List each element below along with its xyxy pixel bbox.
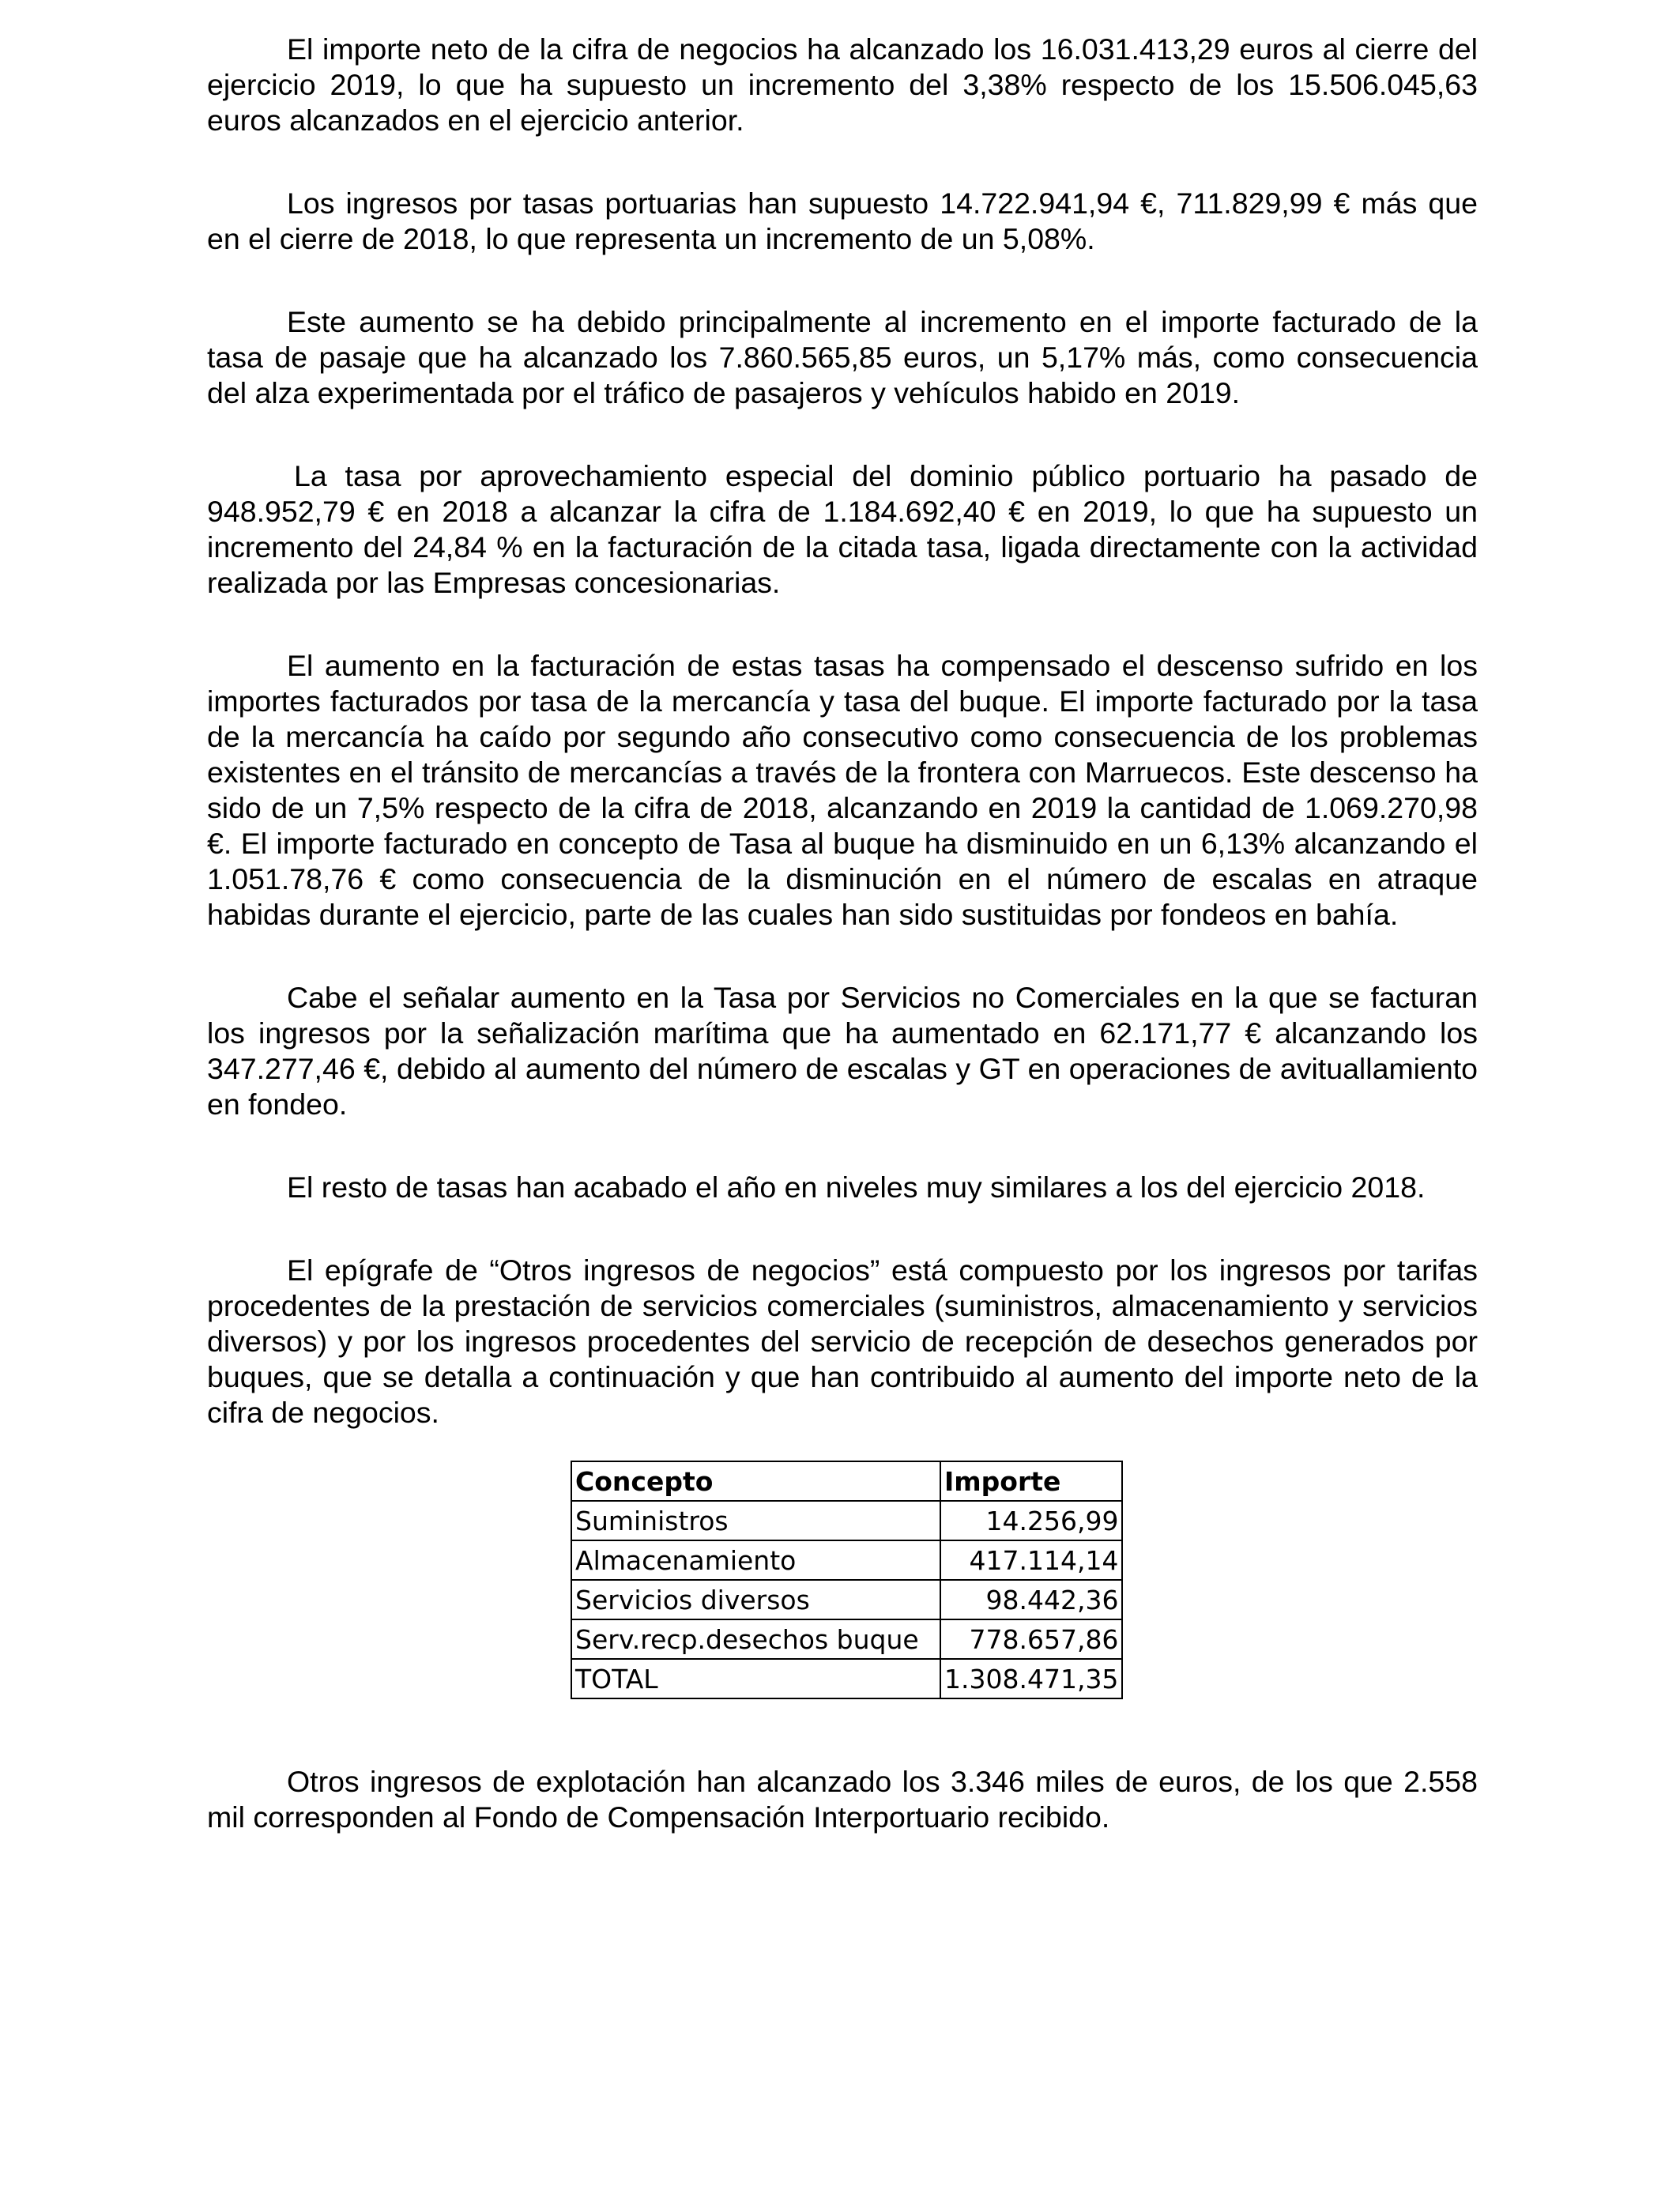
paragraph-passenger-fee: Este aumento se ha debido principalmente al incremento en el importe facturado de la tasa de pasaje que ha alcanzado los 7.860.565,85 euros, un 5,17% más, como consecuencia del alza experimentada por el tráfico de pasajeros y vehículos habido en 2019. [207,305,1478,409]
table-row [571,1501,1122,1540]
table-row [571,1540,1122,1580]
cell-importe: 778.657,86 [940,1619,1122,1659]
table-total-row [571,1659,1122,1698]
paragraph-net-revenue: El importe neto de la cifra de negocios ha alcanzado los 16.031.413,29 euros al cierre del ejercicio 2019, lo que ha supuesto un incremento del 3,38% respecto de los 15.506.045,63 euros alcanzados en el ejercicio anterior. [207,32,1478,137]
table-row [571,1619,1122,1659]
paragraph-other-operating-income: Otros ingresos de explotación han alcanzado los 3.346 miles de euros, de los que 2.558 mil corresponden al Fondo de Compensación Interportuario recibido. [207,1765,1478,1834]
income-table-wrapper [571,1461,1478,1699]
cell-importe: 1.308.471,35 [940,1659,1122,1698]
column-header-importe: Importe [940,1461,1122,1501]
cell-importe: 417.114,14 [940,1540,1122,1580]
cell-concepto: Almacenamiento [571,1540,940,1580]
table-header-row [571,1461,1122,1501]
paragraph-goods-ship-fee: El aumento en la facturación de estas tasas ha compensado el descenso sufrido en los importes facturados por tasa de la mercancía y tasa del buque. El importe facturado por la tasa de la mercancía ha caído por segundo año consecutivo como consecuencia de los problemas existentes en el tránsito de mercancías a través de la frontera con Marruecos. Este descenso ha sido de un 7,5% respecto de la cifra de 2018, alcanzando en 2019 la cantidad de 1.069.270,98 €. El importe facturado en concepto de Tasa al buque ha disminuido en un 6,13% alcanzando el 1.051.78,76 € como consecuencia de la disminución en el número de escalas en atraque habidas durante el ejercicio, parte de las cuales han sido sustituidas por fondeos en bahía. [207,649,1478,931]
paragraph-other-fees: El resto de tasas han acabado el año en niveles muy similares a los del ejercicio 2018. [287,1171,1426,1204]
table-row [571,1580,1122,1619]
paragraph-public-domain-fee: La tasa por aprovechamiento especial del dominio público portuario ha pasado de 948.952,79 € en 2018 a alcanzar la cifra de 1.184.692,40 € en 2019, lo que ha supuesto un incremento del 24,84 % en la facturación de la citada tasa, ligada directamente con la actividad realizada por las Empresas concesionarias. [207,459,1478,599]
income-table [571,1461,1123,1699]
cell-importe: 14.256,99 [940,1501,1122,1540]
paragraph-other-business-income: El epígrafe de “Otros ingresos de negocios” está compuesto por los ingresos por tarifas procedentes de la prestación de servicios comerciales (suministros, almacenamiento y servicios diversos) y por los ingresos procedentes del servicio de recepción de desechos generados por buques, que se detalla a continuación y que han contribuido al aumento del importe neto de la cifra de negocios. [207,1253,1478,1429]
paragraph-port-fees: Los ingresos por tasas portuarias han supuesto 14.722.941,94 €, 711.829,99 € más que en el cierre de 2018, lo que representa un incremento de un 5,08%. [207,187,1478,255]
cell-concepto: Suministros [571,1501,940,1540]
paragraph-non-commercial-services: Cabe el señalar aumento en la Tasa por Servicios no Comerciales en la que se facturan los ingresos por la señalización marítima que ha aumentado en 62.171,77 € alcanzando los 347.277,46 €, debido al aumento del número de escalas y GT en operaciones de avituallamiento en fondeo. [207,981,1478,1121]
cell-concepto: Serv.recp.desechos buque [571,1619,940,1659]
cell-importe: 98.442,36 [940,1580,1122,1619]
document-page [207,32,1478,1883]
column-header-concepto: Concepto [571,1461,940,1501]
cell-concepto: Servicios diversos [571,1580,940,1619]
cell-concepto: TOTAL [571,1659,940,1698]
